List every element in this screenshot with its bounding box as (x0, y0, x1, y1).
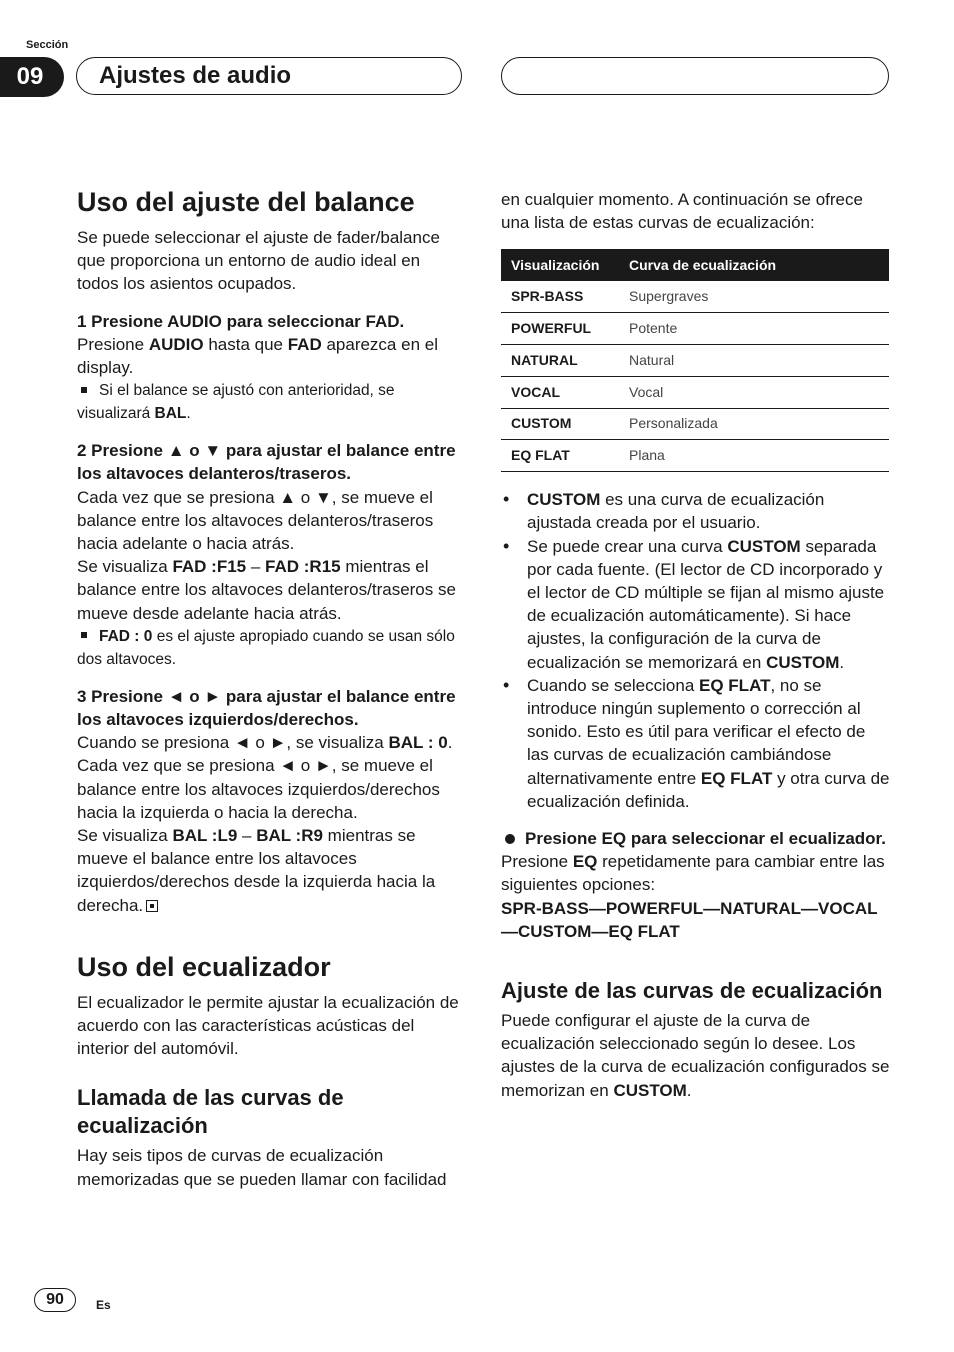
table-cell: POWERFUL (501, 313, 619, 345)
step1-title: 1 Presione AUDIO para seleccionar FAD. (77, 311, 405, 331)
table-cell: Potente (619, 313, 889, 345)
table-cell: NATURAL (501, 345, 619, 377)
table-cell: EQ FLAT (501, 440, 619, 472)
list-item: • Se puede crear una curva CUSTOM separada por cada fuente. (El lector de CD incorporado y el lector de CD múltiple se fijan al mismo ajuste de ecualización automáticamente). Si hace ajustes, la configuración de la curva de ecualización se memorizará en CUSTOM. (501, 535, 891, 674)
table-cell: Vocal (619, 376, 889, 408)
table-row (501, 313, 889, 345)
eq-heading: Uso del ecualizador (77, 951, 331, 982)
table-cell: Supergraves (619, 281, 889, 312)
bullet-dot-icon (505, 834, 515, 844)
eq-adjust-text: Puede configurar el ajuste de la curva de ecualización seleccionado según lo desee. Los ajustes de la curva de ecualización configurados se memorizan en CUSTOM. (501, 1011, 890, 1100)
table-cell: Natural (619, 345, 889, 377)
step3-text2: Se visualiza BAL :L9 – BAL :R9 mientras se mueve el balance entre los altavoces izquierdos/derechos desde la izquierda hacia la derecha. (77, 826, 436, 915)
section-number: 09 (0, 57, 64, 97)
step2-note: FAD : 0 es el ajuste apropiado cuando se usan sólo dos altavoces. (77, 627, 455, 668)
table-cell: Plana (619, 440, 889, 472)
eq-step-title: Presione EQ para seleccionar el ecualizador. (501, 827, 891, 850)
eq-call-text: Hay seis tipos de curvas de ecualización memorizadas que se pueden llamar con facilidad (77, 1146, 447, 1189)
step1-text: Presione AUDIO hasta que FAD aparezca en el display. (77, 334, 438, 378)
table-cell: SPR-BASS (501, 281, 619, 312)
table-cell: VOCAL (501, 376, 619, 408)
table-row (501, 281, 889, 312)
eq-sequence: SPR-BASS—POWERFUL—NATURAL—VOCAL—CUSTOM—EQ FLAT (501, 898, 878, 941)
step1-note: Si el balance se ajustó con anterioridad, se visualizará BAL. (77, 382, 395, 423)
left-column (77, 186, 463, 1191)
eq-intro: El ecualizador le permite ajustar la ecualización de acuerdo con las características acústicas del interior del automóvil. (77, 992, 459, 1059)
eq-step-text: Presione EQ repetidamente para cambiar entre las siguientes opciones: (501, 852, 885, 895)
eq-call-heading: Llamada de las curvas de ecualización (77, 1085, 344, 1139)
table-row (501, 376, 889, 408)
language-code: Es (96, 1298, 111, 1312)
section-title (76, 57, 462, 95)
table-cell: Personalizada (619, 408, 889, 440)
section-label: Sección (26, 39, 69, 51)
section-title-text: Ajustes de audio (99, 62, 292, 89)
note-square-icon (81, 387, 87, 393)
table-row (501, 408, 889, 440)
table-row (501, 345, 889, 377)
note-square-icon (81, 632, 87, 638)
right-column (501, 188, 891, 1102)
step3-title: 3 Presione ◄ o ► para ajustar el balance entre los altavoces izquierdos/derechos. (77, 686, 456, 730)
eq-table (501, 249, 889, 472)
eq-notes-list (501, 488, 891, 813)
table-row (501, 440, 889, 472)
list-item: • CUSTOM es una curva de ecualización ajustada creada por el usuario. (501, 488, 891, 534)
table-cell: CUSTOM (501, 408, 619, 440)
step2-title: 2 Presione ▲ o ▼ para ajustar el balance entre los altavoces delanteros/traseros. (77, 441, 456, 484)
eq-adjust-heading: Ajuste de las curvas de ecualización (501, 978, 883, 1004)
step2-text2: Se visualiza FAD :F15 – FAD :R15 mientras el balance entre los altavoces delanteros/traseros se mueve desde adelante hacia atrás. (77, 557, 456, 623)
table-header-row (501, 249, 889, 281)
end-mark-icon (146, 900, 158, 912)
step2-text: Cada vez que se presiona ▲ o ▼, se mueve el balance entre los altavoces delanteros/traseros hacia adelante o hacia atrás. (77, 487, 434, 554)
continued-text: en cualquier momento. A continuación se ofrece una lista de estas curvas de ecualización: (501, 190, 863, 233)
balance-heading: Uso del ajuste del balance (77, 187, 415, 217)
table-header-display: Visualización (501, 249, 619, 281)
page-number: 90 (34, 1288, 76, 1312)
step3-text: Cuando se presiona ◄ o ►, se visualiza BAL : 0. Cada vez que se presiona ◄ o ►, se mueve el balance entre los altavoces izquierdos/derechos hacia la izquierda o hacia la derecha. (77, 733, 453, 822)
table-header-curve: Curva de ecualización (619, 249, 889, 281)
section-blank-tab (501, 57, 889, 95)
balance-intro: Se puede seleccionar el ajuste de fader/balance que proporciona un entorno de audio ideal en todos los asientos ocupados. (77, 228, 440, 294)
list-item: • Cuando se selecciona EQ FLAT, no se introduce ningún suplemento o corrección al sonido. Esto es útil para verificar el efecto de las curvas de ecualización cambiándose alternativamente entre EQ FLAT y otra curva de ecualización definida. (501, 674, 891, 813)
